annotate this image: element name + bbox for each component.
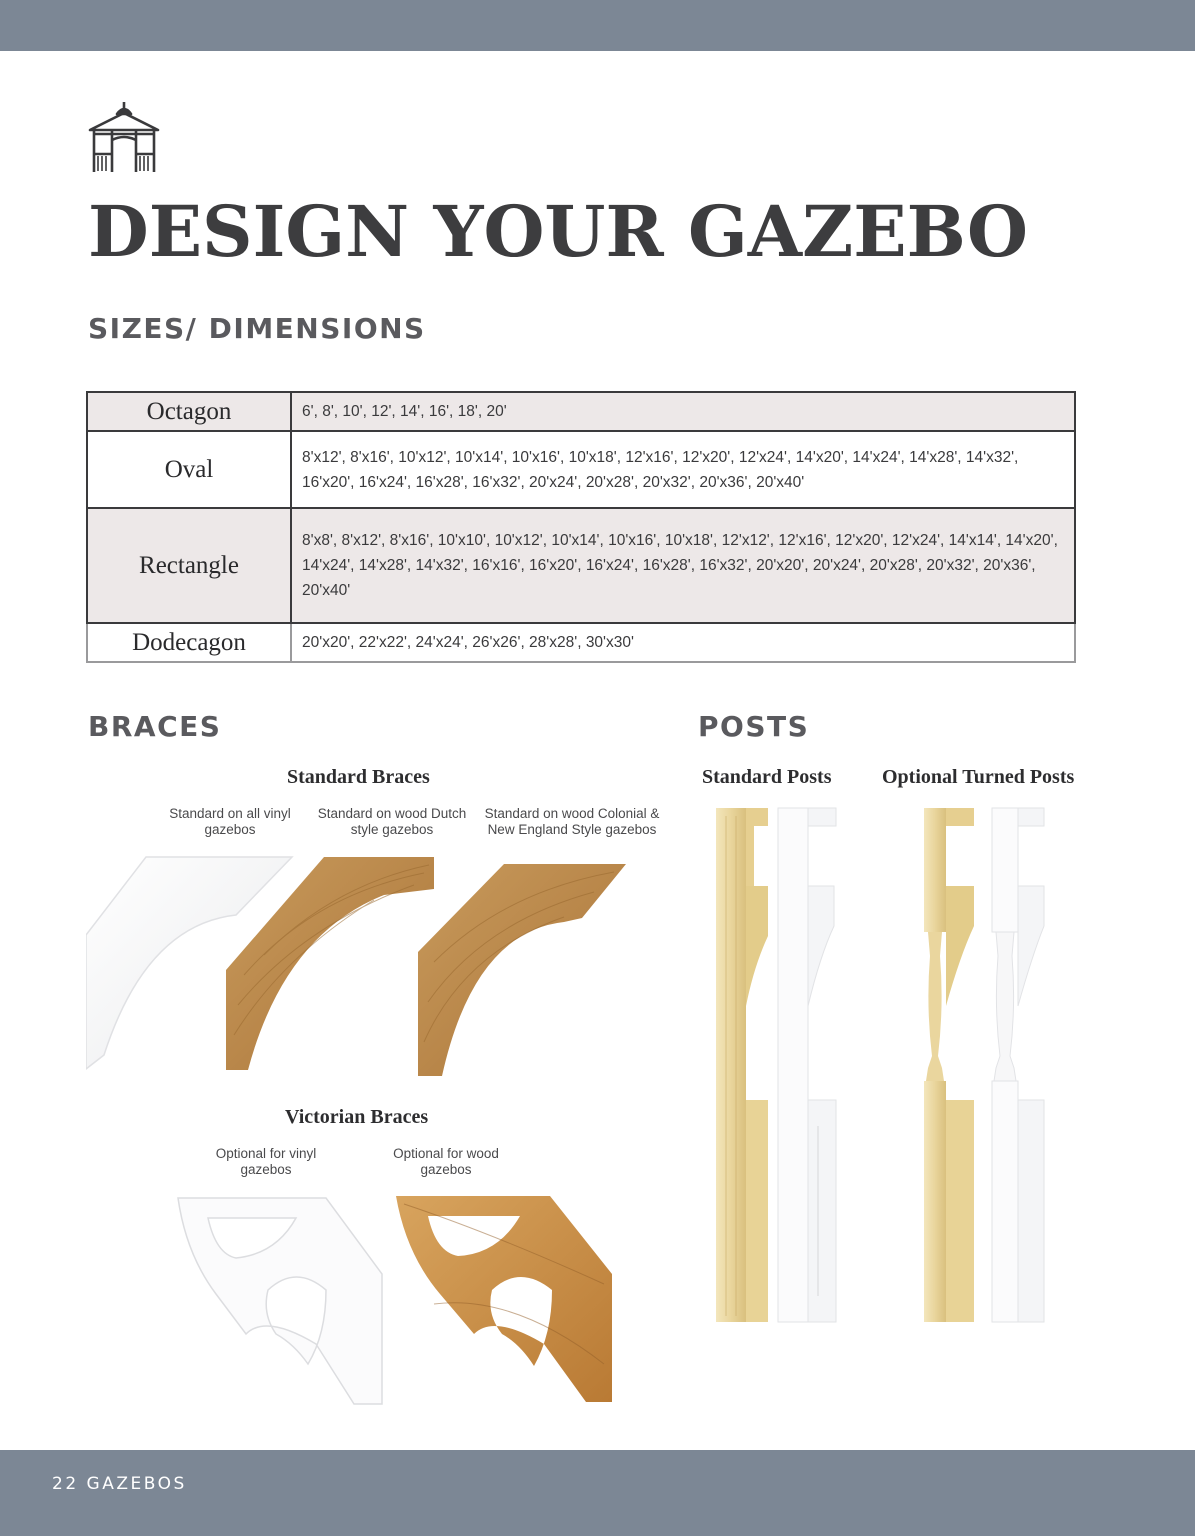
wood-dutch-brace-image bbox=[224, 855, 439, 1075]
page-title: DESIGN YOUR GAZEBO bbox=[88, 190, 1029, 273]
victorian-caption-vinyl: Optional for vinyl gazebos bbox=[215, 1146, 317, 1177]
wood-colonial-brace-image bbox=[414, 862, 629, 1082]
dimensions-cell: 8'x12', 8'x16', 10'x12', 10'x14', 10'x16', 10'x18', 12'x16', 12'x20', 12'x24', 14'x20', 14'x24', 14'x28', 14'x32', 16'x20', 16'x24', 16'x28', 16'x32', 20'x24', 20'x28', 20'x32', 20'x36', 20'x40' bbox=[291, 431, 1075, 508]
standard-posts-heading: Standard Posts bbox=[702, 766, 832, 788]
brace-caption-dutch: Standard on wood Dutch style gazebos bbox=[317, 806, 467, 837]
shape-name: Dodecagon bbox=[87, 623, 291, 662]
brace-caption-colonial: Standard on wood Colonial & New England Style gazebos bbox=[484, 806, 660, 837]
dimensions-cell: 6', 8', 10', 12', 14', 16', 18', 20' bbox=[291, 392, 1075, 431]
table-row bbox=[87, 392, 1075, 431]
sizes-heading: SIZES/ DIMENSIONS bbox=[88, 312, 426, 345]
standard-vinyl-post-image bbox=[774, 806, 838, 1324]
table-row bbox=[87, 508, 1075, 623]
braces-heading: BRACES bbox=[88, 710, 222, 743]
standard-wood-post-image bbox=[714, 806, 770, 1324]
vinyl-victorian-brace-image bbox=[176, 1194, 388, 1408]
table-row bbox=[87, 431, 1075, 508]
shape-name: Octagon bbox=[87, 392, 291, 431]
posts-heading: POSTS bbox=[698, 710, 810, 743]
footer-page-label: 22 GAZEBOS bbox=[52, 1474, 187, 1494]
top-banner bbox=[0, 0, 1195, 51]
standard-braces-heading: Standard Braces bbox=[287, 766, 430, 788]
wood-victorian-brace-image bbox=[394, 1194, 616, 1406]
shape-name: Rectangle bbox=[87, 508, 291, 623]
victorian-braces-heading: Victorian Braces bbox=[285, 1106, 429, 1128]
victorian-caption-wood: Optional for wood gazebos bbox=[393, 1146, 499, 1177]
shape-name: Oval bbox=[87, 431, 291, 508]
dimensions-cell: 8'x8', 8'x12', 8'x16', 10'x10', 10'x12', 10'x14', 10'x16', 10'x18', 12'x12', 12'x16', 12'x20', 12'x24', 14'x14', 14'x20', 14'x24', 14'x28', 14'x32', 16'x16', 16'x20', 16'x24', 16'x28', 16'x32', 20'x20', 20'x24', 20'x28', 20'x32', 20'x36', 20'x40' bbox=[291, 508, 1075, 623]
turned-posts-heading: Optional Turned Posts bbox=[882, 766, 1075, 788]
brace-caption-vinyl: Standard on all vinyl gazebos bbox=[169, 806, 291, 837]
dimensions-cell: 20'x20', 22'x22', 24'x24', 26'x26', 28'x28', 30'x30' bbox=[291, 623, 1075, 662]
gazebo-icon bbox=[86, 100, 162, 174]
turned-vinyl-post-image bbox=[988, 806, 1046, 1324]
table-row bbox=[87, 623, 1075, 662]
sizes-table bbox=[86, 391, 1076, 663]
turned-wood-post-image bbox=[920, 806, 976, 1324]
